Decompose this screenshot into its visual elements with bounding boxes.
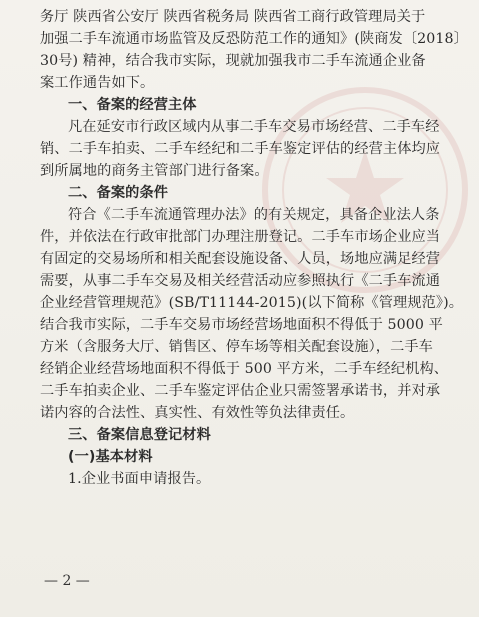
text-line: 凡在延安市行政区域内从事二手车交易市场经营、二手车经: [68, 119, 440, 135]
text-line: 需要，从事二手车交易及相关经营活动应参照执行《二手车流通: [40, 273, 441, 289]
text-line: 二手车拍卖企业、二手车鉴定评估企业只需签署承诺书，并对承: [40, 383, 441, 399]
text-line: 件，并依法在行政审批部门办理注册登记。二手车市场企业应当: [40, 229, 441, 245]
text-line: 销、二手车拍卖、二手车经纪和二手车鉴定评估的经营主体均应: [40, 141, 441, 157]
text-line: 有固定的交易场所和相关配套设施设备、人员，场地应满足经营: [40, 251, 441, 267]
section-heading-3: 三、备案信息登记材料: [68, 427, 211, 443]
section-heading-1: 一、备案的经营主体: [68, 97, 197, 113]
subsection-heading: (一)基本材料: [68, 449, 153, 465]
text-line: 诺内容的合法性、真实性、有效性等负法律责任。: [40, 405, 355, 421]
text-line: 经销企业经营场地面积不得低于 500 平方米，二手车经纪机构、: [40, 361, 449, 377]
section-heading-2: 二、备案的条件: [68, 185, 169, 201]
text-line: 案工作通告如下。: [40, 75, 155, 91]
body-text: [40, 6, 470, 490]
text-line: 方米（含服务大厅、销售区、停车场等相关配套设施），二手车: [40, 339, 433, 355]
text-line: 务厅 陕西省公安厅 陕西省税务局 陕西省工商行政管理局关于: [40, 9, 426, 25]
page-number: — 2 —: [44, 573, 90, 589]
text-line: 到所属地的商务主管部门进行备案。: [40, 163, 269, 179]
text-line: 结合我市实际，二手车交易市场经营场地面积不得低于 5000 平: [40, 317, 443, 333]
text-line: 加强二手车流通市场监管及反恐防范工作的通知》(陕商发〔2018〕: [40, 31, 468, 47]
text-line: 30号) 精神，结合我市实际，现就加强我市二手车流通企业备: [40, 53, 426, 69]
text-line: 1.企业书面申请报告。: [68, 471, 211, 487]
text-line: 企业经营管理规范》(SB/T11144-2015)(以下简称《管理规范》)。: [40, 295, 464, 311]
text-line: 符合《二手车流通管理办法》的有关规定，具备企业法人条: [68, 207, 440, 223]
